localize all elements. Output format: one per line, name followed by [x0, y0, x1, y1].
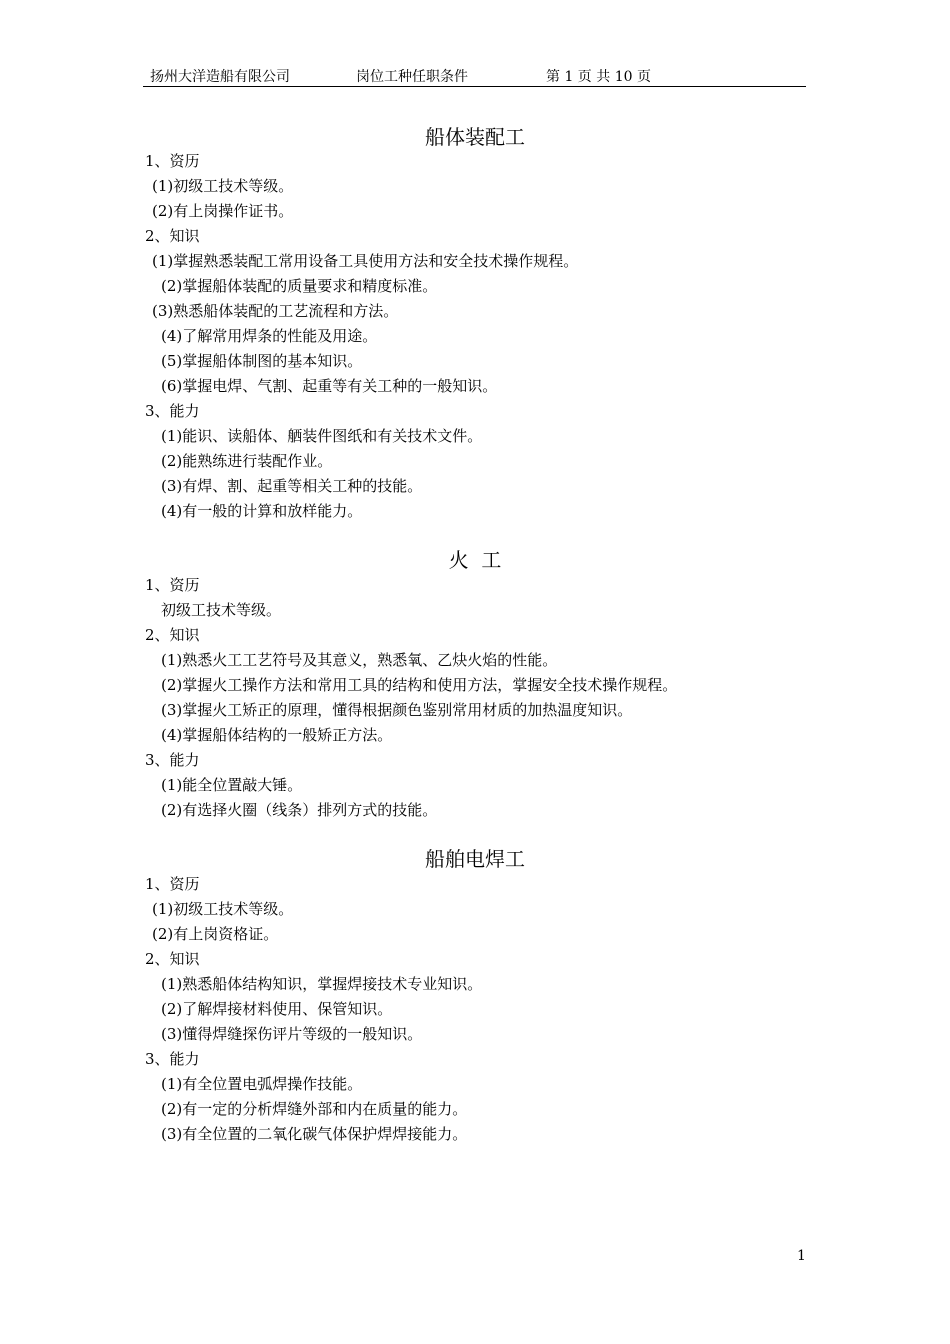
section-heading: 2、知识 [145, 950, 200, 968]
section-title: 火 工 [448, 548, 502, 572]
list-item: (1)初级工技术等级。 [152, 900, 294, 918]
list-item: (2)有选择火圈（线条）排列方式的技能。 [161, 801, 438, 819]
section-heading: 3、能力 [145, 402, 200, 420]
header-company: 扬州大洋造船有限公司 [150, 69, 290, 85]
list-item: 初级工技术等级。 [161, 601, 282, 619]
page-number: 1 [797, 1248, 806, 1264]
list-item: (2)有上岗资格证。 [152, 925, 279, 943]
list-item: (4)了解常用焊条的性能及用途。 [161, 327, 378, 345]
list-item: (2)掌握火工操作方法和常用工具的结构和使用方法，掌握安全技术操作规程。 [161, 676, 678, 694]
list-item: (5)掌握船体制图的基本知识。 [161, 352, 363, 370]
list-item: (2)有上岗操作证书。 [152, 202, 294, 220]
section-title: 船体装配工 [425, 125, 525, 149]
section-heading: 1、资历 [145, 152, 200, 170]
section-heading: 1、资历 [145, 576, 200, 594]
list-item: (1)初级工技术等级。 [152, 177, 294, 195]
list-item: (1)熟悉火工工艺符号及其意义，熟悉氧、乙炔火焰的性能。 [161, 651, 558, 669]
list-item: (2)了解焊接材料使用、保管知识。 [161, 1000, 393, 1018]
list-item: (1)能识、读船体、舾装件图纸和有关技术文件。 [161, 427, 483, 445]
section-heading: 3、能力 [145, 1050, 200, 1068]
list-item: (4)掌握船体结构的一般矫正方法。 [161, 726, 393, 744]
section-title: 船舶电焊工 [425, 847, 525, 871]
section-heading: 2、知识 [145, 227, 200, 245]
list-item: (3)有焊、割、起重等相关工种的技能。 [161, 477, 423, 495]
list-item: (2)有一定的分析焊缝外部和内在质量的能力。 [161, 1100, 468, 1118]
list-item: (4)有一般的计算和放样能力。 [161, 502, 363, 520]
list-item: (1)有全位置电弧焊操作技能。 [161, 1075, 363, 1093]
section-heading: 1、资历 [145, 875, 200, 893]
list-item: (3)掌握火工矫正的原理，懂得根据颜色鉴别常用材质的加热温度知识。 [161, 701, 633, 719]
list-item: (2)掌握船体装配的质量要求和精度标准。 [161, 277, 438, 295]
list-item: (3)熟悉船体装配的工艺流程和方法。 [152, 302, 399, 320]
section-heading: 2、知识 [145, 626, 200, 644]
list-item: (1)能全位置敲大锤。 [161, 776, 303, 794]
list-item: (1)熟悉船体结构知识，掌握焊接技术专业知识。 [161, 975, 483, 993]
list-item: (1)掌握熟悉装配工常用设备工具使用方法和安全技术操作规程。 [152, 252, 579, 270]
list-item: (3)有全位置的二氧化碳气体保护焊焊接能力。 [161, 1125, 468, 1143]
header-page-info: 第 1 页 共 10 页 [546, 69, 651, 85]
page-header [143, 64, 806, 87]
section-heading: 3、能力 [145, 751, 200, 769]
list-item: (6)掌握电焊、气割、起重等有关工种的一般知识。 [161, 377, 498, 395]
list-item: (3)懂得焊缝探伤评片等级的一般知识。 [161, 1025, 423, 1043]
header-document-title: 岗位工种任职条件 [356, 69, 468, 85]
list-item: (2)能熟练进行装配作业。 [161, 452, 333, 470]
